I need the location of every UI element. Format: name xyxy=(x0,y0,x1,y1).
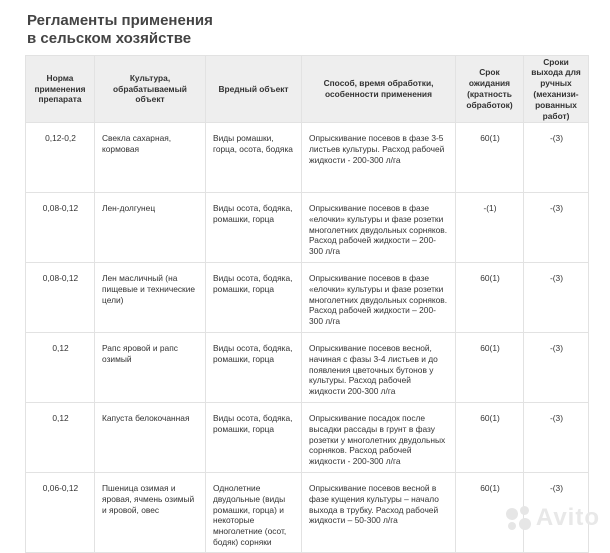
table-header-row xyxy=(26,56,589,123)
header-wait: Срок ожидания (кратность обработок) xyxy=(456,56,524,123)
avito-logo-icon xyxy=(506,506,532,532)
cell-method: Опрыскивание посевов в фазе «елочки» культуры и фазе розетки многолетних двудольных сорняков. Расход рабочей жидкости – 200-300 л/га xyxy=(302,263,456,333)
cell-norm: 0,08-0,12 xyxy=(26,263,95,333)
cell-pest: Однолетние двудольные (виды ромашки, горца) и некоторые многолетние (осот, бодяк) сорняки xyxy=(206,473,302,553)
cell-wait: 60(1) xyxy=(456,403,524,473)
page-title-line2: в сельском хозяйстве xyxy=(27,30,192,47)
cell-method: Опрыскивание посевов в фазе 3-5 листьев культуры. Расход рабочей жидкости - 200-300 л/га xyxy=(302,123,456,193)
cell-exit: -(3) xyxy=(524,193,589,263)
cell-method: Опрыскивание посевов весной, начиная с фазы 3-4 листьев и до появления цветочных бутонов у культуры. Расход рабочей жидкости 200-300 л/га xyxy=(302,333,456,403)
header-pest: Вредный объект xyxy=(206,56,302,123)
cell-norm: 0,12 xyxy=(26,403,95,473)
cell-culture: Лен-долгунец xyxy=(95,193,206,263)
header-culture: Культура, обрабатываемый объект xyxy=(95,56,206,123)
cell-method: Опрыскивание посевов в фазе «елочки» культуры и фазе розетки многолетних двудольных сорняков. Расход рабочей жидкости – 200-300 л/га xyxy=(302,193,456,263)
table-row xyxy=(26,123,589,193)
avito-watermark-text: Avito xyxy=(535,504,600,531)
page-title xyxy=(27,12,213,48)
cell-norm: 0,12 xyxy=(26,333,95,403)
cell-norm: 0,06-0,12 xyxy=(26,473,95,553)
cell-method: Опрыскивание посевов весной в фазе кущения культуры – начало выхода в трубку. Расход рабочей жидкости – 50-300 л/га xyxy=(302,473,456,553)
cell-pest: Виды осота, бодяка, ромашки, горца xyxy=(206,263,302,333)
page-title-line1: Регламенты применения xyxy=(27,12,213,29)
cell-culture: Пшеница озимая и яровая, ячмень озимый и яровой, овес xyxy=(95,473,206,553)
regulations-table xyxy=(25,55,589,553)
table-row xyxy=(26,403,589,473)
cell-norm: 0,08-0,12 xyxy=(26,193,95,263)
cell-pest: Виды осота, бодяка, ромашки, горца xyxy=(206,193,302,263)
header-exit: Сроки выхода для ручных (механизи-рованных работ) xyxy=(524,56,589,123)
cell-norm: 0,12-0,2 xyxy=(26,123,95,193)
cell-exit: -(3) xyxy=(524,473,589,553)
avito-watermark xyxy=(506,504,600,532)
cell-wait: -(1) xyxy=(456,193,524,263)
table-row xyxy=(26,473,589,553)
cell-exit: -(3) xyxy=(524,333,589,403)
cell-culture: Лен масличный (на пищевые и технические цели) xyxy=(95,263,206,333)
cell-exit: -(3) xyxy=(524,403,589,473)
cell-wait: 60(1) xyxy=(456,123,524,193)
cell-pest: Виды осота, бодяка, ромашки, горца xyxy=(206,403,302,473)
cell-exit: -(3) xyxy=(524,263,589,333)
cell-method: Опрыскивание посадок после высадки рассады в грунт в фазу розетки у многолетних двудольных сорняков. Расход рабочей жидкости - 200-300 л/га xyxy=(302,403,456,473)
table-row xyxy=(26,263,589,333)
table-row xyxy=(26,333,589,403)
header-norm: Норма применения препарата xyxy=(26,56,95,123)
cell-exit: -(3) xyxy=(524,123,589,193)
cell-wait: 60(1) xyxy=(456,263,524,333)
cell-culture: Капуста белокочанная xyxy=(95,403,206,473)
cell-pest: Виды осота, бодяка, ромашки, горца xyxy=(206,333,302,403)
header-method: Способ, время обработки, особенности применения xyxy=(302,56,456,123)
cell-culture: Рапс яровой и рапс озимый xyxy=(95,333,206,403)
table-row xyxy=(26,193,589,263)
cell-wait: 60(1) xyxy=(456,333,524,403)
cell-culture: Свекла сахарная, кормовая xyxy=(95,123,206,193)
cell-pest: Виды ромашки, горца, осота, бодяка xyxy=(206,123,302,193)
cell-wait: 60(1) xyxy=(456,473,524,553)
